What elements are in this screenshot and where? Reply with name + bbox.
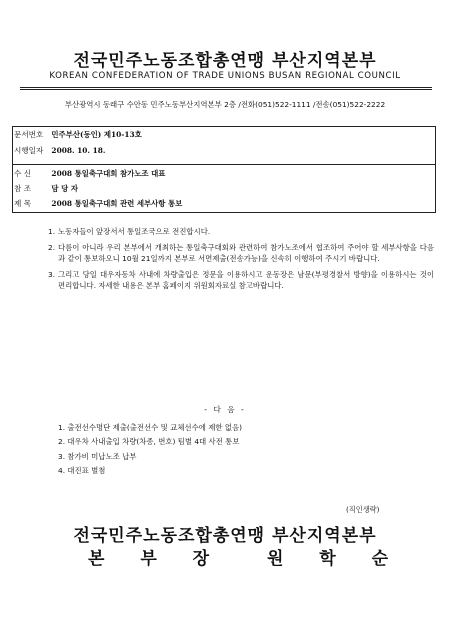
list-item: 4. 대진표 별첨 [58, 466, 106, 476]
letterhead-address: 부산광역시 동래구 수안동 민주노동부산지역본부 2층 /전화(051)522-1111 /전송(051)522-2222 [64, 100, 386, 109]
meta-label: 수 신 [14, 169, 32, 178]
meta-divider [13, 164, 435, 165]
signature-char: 본 [88, 548, 105, 569]
meta-row-recipient [14, 167, 414, 180]
meta-label: 참 조 [14, 184, 32, 193]
signature-title-name [88, 545, 388, 567]
signature-org: 전국민주노동조합총연맹 부산지역본부 [73, 526, 377, 546]
paragraph-number: 1. [48, 227, 56, 236]
body-paragraph [48, 269, 434, 292]
signature-char: 학 [319, 548, 336, 569]
body-paragraph [48, 226, 434, 238]
section-heading-dahum: - 다 음 - [204, 405, 246, 414]
meta-label: 문서번호 [14, 130, 44, 139]
detail-items [58, 421, 398, 479]
meta-row-date [14, 144, 414, 157]
paragraph-text: 노동자들이 앞장서서 통일조국으로 전진합시다. [58, 227, 211, 236]
meta-row-subject [14, 197, 414, 210]
list-item: 1. 출전선수명단 제출(출전선수 및 교체선수에 제한 없음) [58, 423, 242, 432]
letterhead-divider [20, 87, 432, 88]
meta-value: 2008. 10. 18. [51, 146, 106, 155]
list-item: 2. 대우차 사내출입 차량(차종, 번호) 팀별 4대 사전 통보 [58, 437, 240, 447]
paragraph-number: 2. [48, 242, 56, 252]
seal-omitted-note: (직인생략) [346, 505, 380, 514]
meta-row-doc-no [14, 128, 414, 141]
paragraph-text: 다름이 아니라 우리 본부에서 개최하는 통일축구대회와 관련하여 참가노조에서 협조하여 주어야 할 세부사항을 다음과 같이 통보하오니 10월 21일까지 본부로 서면제출(전송가능)을 신속히 이행하여 주시기 바랍니다. [58, 242, 434, 264]
meta-row-reference [14, 182, 414, 195]
letterhead-org-english: KOREAN CONFEDERATION OF TRADE UNIONS BUSAN REGIONAL COUNCIL [49, 71, 401, 81]
letterhead-org-korean: 전국민주노동조합총연맹 부산지역본부 [73, 51, 377, 71]
signature-char: 원 [266, 548, 284, 569]
body-paragraphs [48, 226, 434, 296]
signature-char: 장 [192, 548, 210, 569]
paragraph-number: 3. [48, 269, 56, 279]
meta-label: 시행일자 [14, 146, 44, 155]
meta-value: 민주부산(동인) 제10-13호 [51, 130, 142, 139]
meta-label: 제 목 [14, 199, 32, 208]
letterhead-divider [20, 89, 432, 90]
body-paragraph [48, 242, 434, 265]
paragraph-text: 그리고 당일 대우자동차 사내에 차량출입은 정문을 이용하시고 운동장은 남문(부평경찰서 방향)을 이용하시는 것이 편리합니다. 자세한 내용은 본부 홈페이지 위원회자료실 참고바랍니다. [58, 269, 434, 291]
signature-char: 순 [371, 548, 388, 569]
meta-value: 2008 통일축구대회 관련 세부사항 통보 [51, 199, 183, 208]
meta-value: 2008 통일축구대회 참가노조 대표 [51, 169, 166, 178]
meta-value: 담 당 자 [51, 184, 78, 193]
signature-char: 부 [140, 548, 157, 569]
list-item: 3. 참가비 미납노조 납부 [58, 451, 137, 461]
